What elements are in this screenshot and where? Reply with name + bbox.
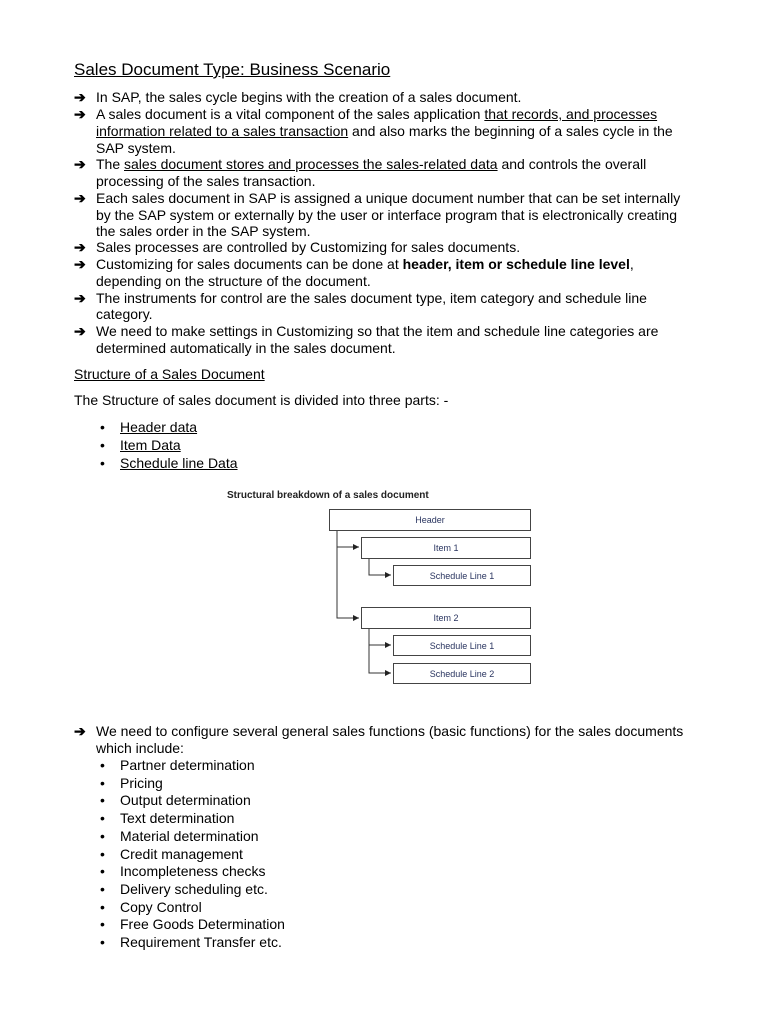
bullet-icon: • bbox=[100, 455, 105, 471]
function-item: Copy Control bbox=[120, 898, 202, 915]
arrow-icon: ➔ bbox=[74, 323, 86, 339]
bullet-icon: • bbox=[100, 934, 105, 950]
bullet-icon: • bbox=[100, 898, 105, 915]
bullet-icon: • bbox=[100, 792, 105, 809]
part-item: Schedule line Data bbox=[120, 455, 238, 471]
text-segment: information related to a sales transaction bbox=[96, 123, 349, 139]
arrow-icon: ➔ bbox=[74, 256, 86, 272]
part-item: Item Data bbox=[120, 437, 181, 453]
item-2-schedule-line-2-label: Schedule Line 2 bbox=[429, 669, 495, 679]
diagram-caption: Structural breakdown of a sales document bbox=[227, 490, 429, 501]
function-item: Delivery scheduling etc. bbox=[120, 880, 268, 897]
text-segment: sales document stores and processes the sales-related data bbox=[124, 156, 498, 172]
arrow-icon: ➔ bbox=[74, 89, 86, 105]
text-segment: processing of the sales transaction. bbox=[96, 173, 316, 189]
bullet-icon: • bbox=[100, 774, 105, 791]
function-item: Output determination bbox=[120, 792, 251, 809]
text-segment: by the SAP system or externally by the user or interface program that is electronically creating bbox=[96, 207, 678, 223]
item-1-label: Item 1 bbox=[433, 543, 459, 553]
arrow-icon: ➔ bbox=[74, 106, 86, 122]
text-segment: and also marks the beginning of a sales cycle in the bbox=[348, 123, 673, 139]
text-segment: Each sales document in SAP is assigned a unique document number that can be set internally bbox=[96, 190, 681, 206]
arrow-icon: ➔ bbox=[74, 290, 86, 306]
bullet-icon: • bbox=[100, 757, 105, 773]
text-segment: In SAP, the sales cycle begins with the creation of a sales document. bbox=[96, 89, 522, 105]
text-segment: , bbox=[629, 256, 634, 272]
bullet-icon: • bbox=[100, 916, 105, 933]
functions-intro-line: which include: bbox=[96, 740, 184, 756]
item-2-schedule-line-1-label: Schedule Line 1 bbox=[429, 641, 495, 651]
text-segment: The instruments for control are the sales document type, item category and schedule line bbox=[96, 290, 647, 306]
function-item: Partner determination bbox=[120, 757, 255, 773]
arrow-icon: ➔ bbox=[74, 190, 86, 206]
text-segment: category. bbox=[96, 306, 153, 322]
function-item: Pricing bbox=[120, 774, 163, 791]
function-item: Incompleteness checks bbox=[120, 863, 266, 880]
item-1-schedule-line-1-label: Schedule Line 1 bbox=[429, 571, 495, 581]
bullet-icon: • bbox=[100, 845, 105, 862]
structure-heading: Structure of a Sales Document bbox=[74, 366, 265, 382]
item-2-label: Item 2 bbox=[433, 613, 459, 623]
bullet-icon: • bbox=[100, 419, 105, 435]
function-item: Credit management bbox=[120, 845, 243, 862]
text-segment: A sales document is a vital component of the sales application bbox=[96, 106, 485, 122]
structure-intro: The Structure of sales document is divided into three parts: - bbox=[74, 392, 449, 408]
text-segment: header, item or schedule line level bbox=[402, 256, 630, 272]
part-item: Header data bbox=[120, 419, 198, 435]
text-segment: The bbox=[96, 156, 125, 172]
arrow-icon: ➔ bbox=[74, 723, 86, 739]
function-item: Free Goods Determination bbox=[120, 916, 285, 933]
functions-intro-line: We need to configure several general sales functions (basic functions) for the sales documents bbox=[96, 723, 684, 739]
text-segment: We need to make settings in Customizing so that the item and schedule line categories are bbox=[96, 323, 659, 339]
arrow-icon: ➔ bbox=[74, 156, 86, 172]
header-label: Header bbox=[415, 515, 445, 525]
text-segment: the sales order in the SAP system. bbox=[96, 223, 311, 239]
function-item: Text determination bbox=[120, 810, 235, 827]
text-segment: depending on the structure of the document. bbox=[96, 273, 371, 289]
arrow-icon: ➔ bbox=[74, 239, 86, 255]
text-segment: determined automatically in the sales document. bbox=[96, 340, 396, 356]
page-title: Sales Document Type: Business Scenario bbox=[74, 60, 391, 79]
text-segment: that records, and processes bbox=[484, 106, 658, 122]
bullet-icon: • bbox=[100, 880, 105, 897]
text-segment: Customizing for sales documents can be done at bbox=[96, 256, 403, 272]
text-segment: Sales processes are controlled by Customizing for sales documents. bbox=[96, 239, 521, 255]
bullet-icon: • bbox=[100, 863, 105, 880]
function-item: Material determination bbox=[120, 827, 259, 844]
bullet-icon: • bbox=[100, 827, 105, 844]
bullet-icon: • bbox=[100, 810, 105, 827]
text-segment: SAP system. bbox=[96, 140, 176, 156]
text-segment: and controls the overall bbox=[497, 156, 647, 172]
bullet-icon: • bbox=[100, 437, 105, 453]
function-item: Requirement Transfer etc. bbox=[120, 934, 282, 950]
